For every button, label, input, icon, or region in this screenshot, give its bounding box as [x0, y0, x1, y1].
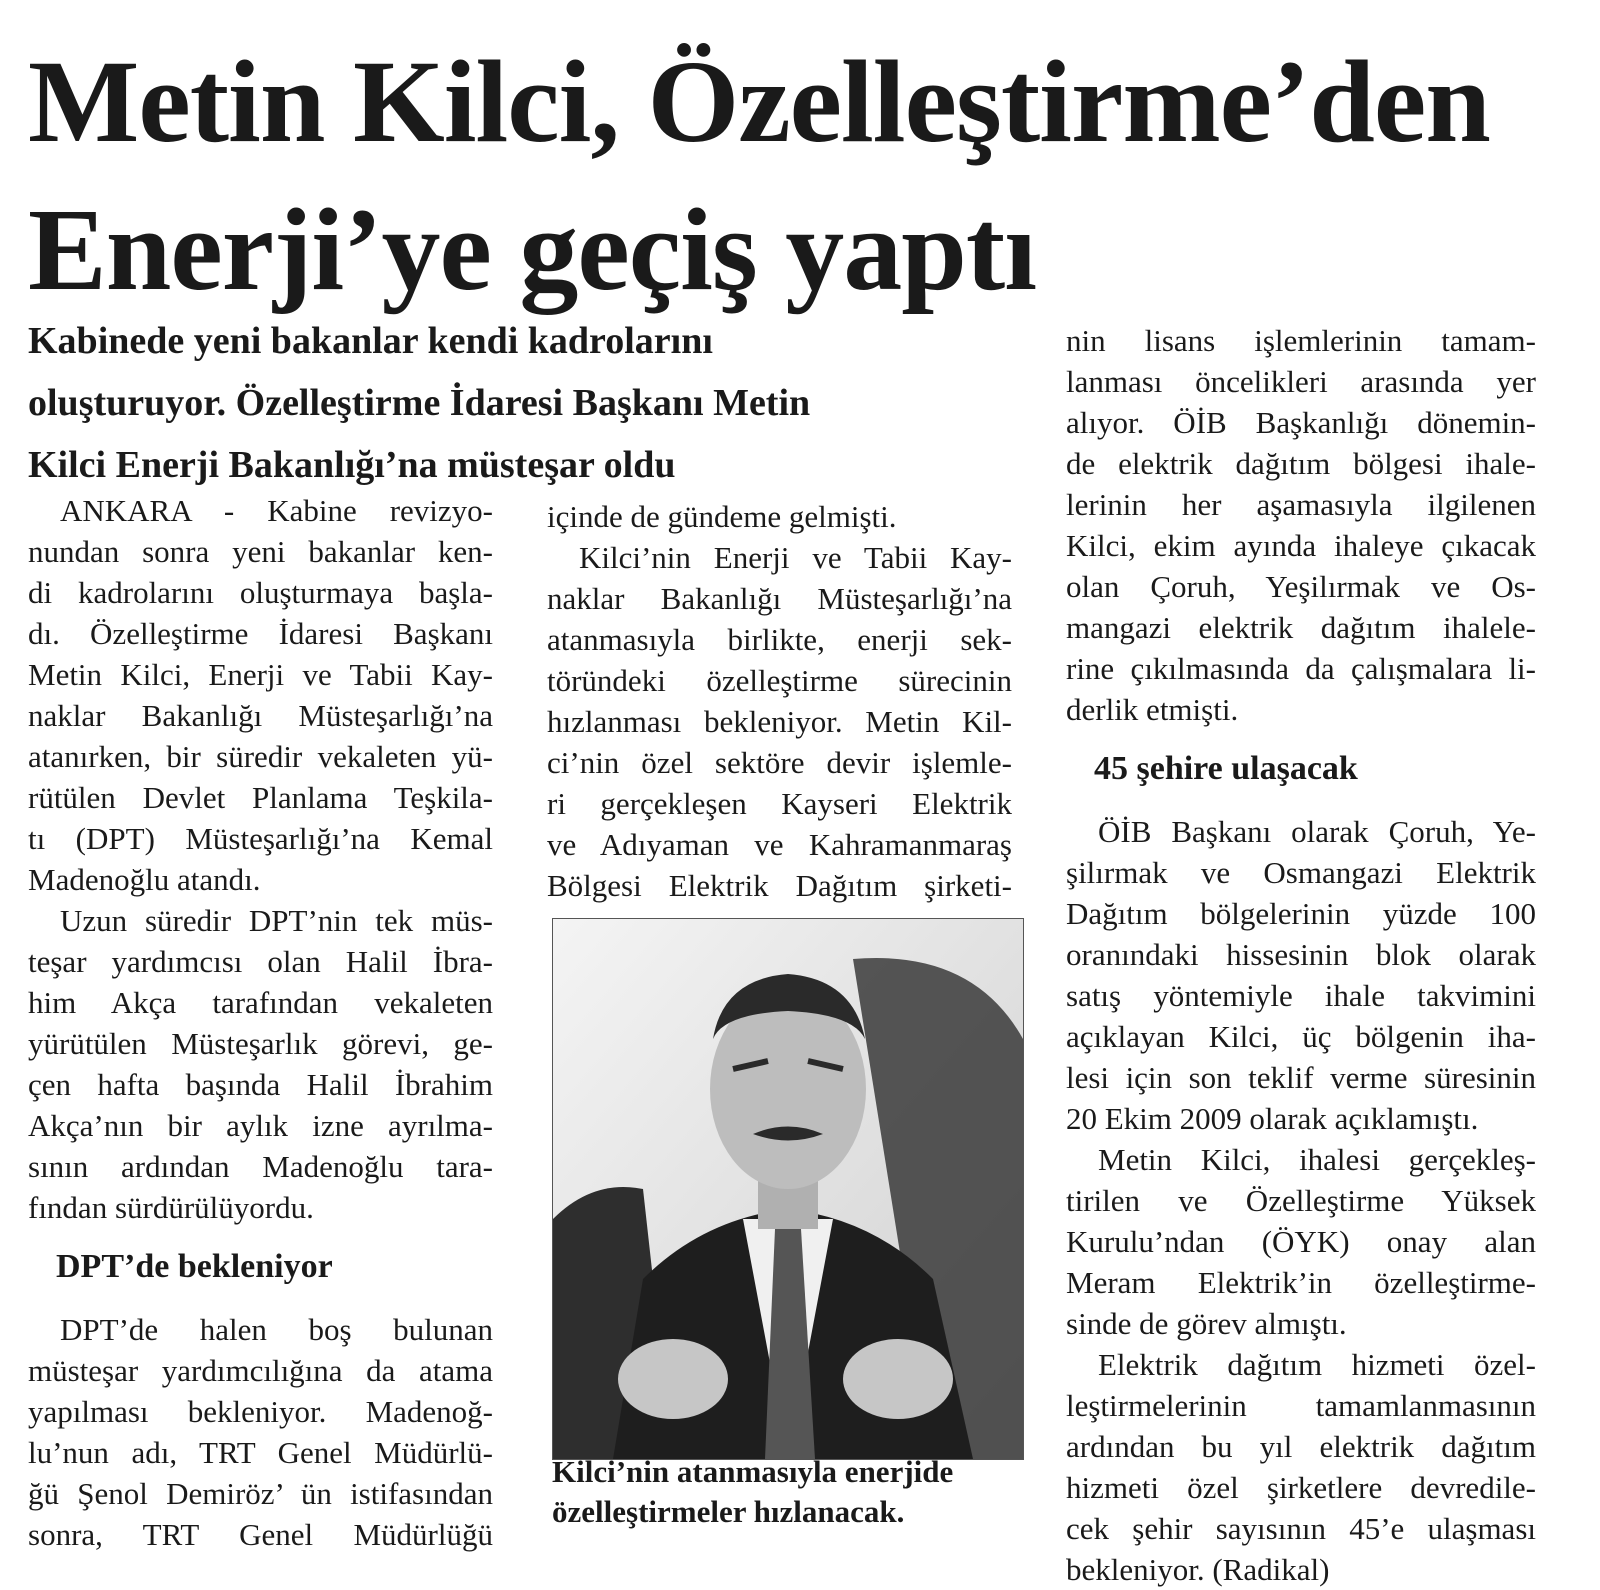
paragraph [1066, 811, 1536, 1139]
headline [28, 28, 1588, 324]
text-line: Bölgesi Elektrik Dağıtım şirketi- [547, 868, 1012, 903]
text-line: nundan sonra yeni bakanlar ken- [28, 534, 493, 569]
text-line: sonra, TRT Genel Müdürlüğü [28, 1517, 493, 1552]
deck-line-2: oluşturuyor. Özelleştirme İdaresi Başkanı Metin [28, 382, 811, 424]
text-line: ÖİB Başkanı olarak Çoruh, Ye- [1098, 814, 1536, 849]
text-line: lesi için son teklif verme süresinin [1066, 1060, 1536, 1095]
paragraph [28, 1309, 493, 1555]
text-line: Kilci, ekim ayında ihaleye çıkacak [1066, 528, 1536, 563]
text-line: bekleniyor. (Radikal) [1066, 1552, 1330, 1587]
text-line: fından sürdürülüyordu. [28, 1190, 314, 1225]
text-line: lerinin her aşamasıyla ilgilenen [1066, 487, 1536, 522]
text-line: Meram Elektrik’in özelleştirme- [1066, 1265, 1536, 1300]
text-line: atanırken, bir süredir vekaleten yü- [28, 739, 493, 774]
paragraph [1066, 1344, 1536, 1590]
caption-line-2: özelleştirmeler hızlanacak. [552, 1494, 905, 1529]
text-line: ğü Şenol Demiröz’ ün istifasından [28, 1476, 493, 1511]
text-line: naklar Bakanlığı Müsteşarlığı’na [547, 581, 1012, 616]
text-line: Kilci’nin Enerji ve Tabii Kay- [579, 540, 1012, 575]
text-line: leştirmelerinin tamamlanmasının [1066, 1388, 1536, 1423]
text-line: ardından bu yıl elektrik dağıtım [1066, 1429, 1536, 1464]
text-line: oranındaki hissesinin blok olarak [1066, 937, 1536, 972]
deck [28, 310, 1038, 496]
text-line: içinde de gündeme gelmişti. [547, 499, 897, 534]
text-line: de elektrik dağıtım bölgesi ihale- [1066, 446, 1536, 481]
text-line: nin lisans işlemlerinin tamam- [1066, 323, 1536, 358]
text-line: sinde de görev almıştı. [1066, 1306, 1347, 1341]
headline-line-2: Enerji’ye geçiş yaptı [28, 184, 1036, 315]
text-line: alıyor. ÖİB Başkanlığı dönemin- [1066, 405, 1536, 440]
text-line: Metin Kilci, Enerji ve Tabii Kay- [28, 657, 493, 692]
text-line: atanmasıyla birlikte, enerji sek- [547, 622, 1012, 657]
text-line: tı (DPT) Müsteşarlığı’na Kemal [28, 821, 493, 856]
paragraph [28, 900, 493, 1228]
subheading-dpt: DPT’de bekleniyor [56, 1248, 333, 1285]
deck-line-3: Kilci Enerji Bakanlığı’na müsteşar oldu [28, 444, 676, 486]
text-line: lu’nun adı, TRT Genel Müdürlü- [28, 1435, 493, 1470]
text-line: Akça’nın bir aylık izne ayrılma- [28, 1108, 493, 1143]
text-line: hızlanması bekleniyor. Metin Kil- [547, 704, 1012, 739]
text-line: müsteşar yardımcılığına da atama [28, 1353, 493, 1388]
paragraph [1066, 1139, 1536, 1344]
text-line: töründeki özelleştirme sürecinin [547, 663, 1012, 698]
text-line: Kurulu’ndan (ÖYK) onay alan [1066, 1224, 1536, 1259]
text-line: dı. Özelleştirme İdaresi Başkanı [28, 616, 493, 651]
paragraph [547, 537, 1012, 906]
article-column-1 [28, 490, 493, 1555]
text-line: 20 Ekim 2009 olarak açıklamıştı. [1066, 1101, 1479, 1136]
text-line: him Akça tarafından vekaleten [28, 985, 493, 1020]
text-line: çen hafta başında Halil İbrahim [28, 1067, 493, 1102]
text-line: tirilen ve Özelleştirme Yüksek [1066, 1183, 1536, 1218]
text-line: derlik etmişti. [1066, 692, 1239, 727]
portrait-photo [552, 918, 1024, 1460]
photo-caption [552, 1452, 1032, 1532]
text-line: satış yöntemiyle ihale takvimini [1066, 978, 1536, 1013]
text-line: cek şehir sayısının 45’e ulaşması [1066, 1511, 1536, 1546]
paragraph [547, 496, 1012, 537]
text-line: yapılması bekleniyor. Madenoğ- [28, 1394, 493, 1429]
text-line: hizmeti özel şirketlere devredile- [1066, 1470, 1536, 1505]
text-line: yürütülen Müsteşarlık görevi, ge- [28, 1026, 493, 1061]
text-line: lanması öncelikleri arasında yer [1066, 364, 1536, 399]
text-line: olan Çoruh, Yeşilırmak ve Os- [1066, 569, 1536, 604]
text-line: teşar yardımcısı olan Halil İbra- [28, 944, 493, 979]
portrait-image [553, 919, 1023, 1459]
article-column-3 [1066, 320, 1536, 1590]
text-line: ci’nin özel sektöre devir işlemle- [547, 745, 1012, 780]
text-line: ri gerçekleşen Kayseri Elektrik [547, 786, 1012, 821]
text-line: Madenoğlu atandı. [28, 862, 261, 897]
paragraph [1066, 320, 1536, 730]
text-line: Metin Kilci, ihalesi gerçekleş- [1098, 1142, 1536, 1177]
text-line: şilırmak ve Osmangazi Elektrik [1066, 855, 1536, 890]
article-column-2 [547, 496, 1012, 906]
subheading-45-sehir: 45 şehire ulaşacak [1094, 750, 1358, 787]
deck-line-1: Kabinede yeni bakanlar kendi kadrolarını [28, 320, 713, 362]
text-line: sının ardından Madenoğlu tara- [28, 1149, 493, 1184]
text-line: rine çıkılmasında da çalışmalara li- [1066, 651, 1536, 686]
paragraph [28, 490, 493, 900]
text-line: açıklayan Kilci, üç bölgenin iha- [1066, 1019, 1536, 1054]
text-line: mangazi elektrik dağıtım ihalele- [1066, 610, 1536, 645]
text-line: naklar Bakanlığı Müsteşarlığı’na [28, 698, 493, 733]
caption-line-1: Kilci’nin atanmasıyla enerjide [552, 1454, 954, 1489]
text-line: ve Adıyaman ve Kahramanmaraş [547, 827, 1012, 862]
text-line: DPT’de halen boş bulunan [60, 1312, 493, 1347]
text-line: Dağıtım bölgelerinin yüzde 100 [1066, 896, 1536, 931]
headline-line-1: Metin Kilci, Özelleştirme’den [28, 36, 1490, 167]
text-line: rütülen Devlet Planlama Teşkila- [28, 780, 493, 815]
text-line: di kadrolarını oluşturmaya başla- [28, 575, 493, 610]
text-line: ANKARA - Kabine revizyo- [60, 493, 493, 528]
text-line: Uzun süredir DPT’nin tek müs- [60, 903, 493, 938]
text-line: Elektrik dağıtım hizmeti özel- [1098, 1347, 1536, 1382]
